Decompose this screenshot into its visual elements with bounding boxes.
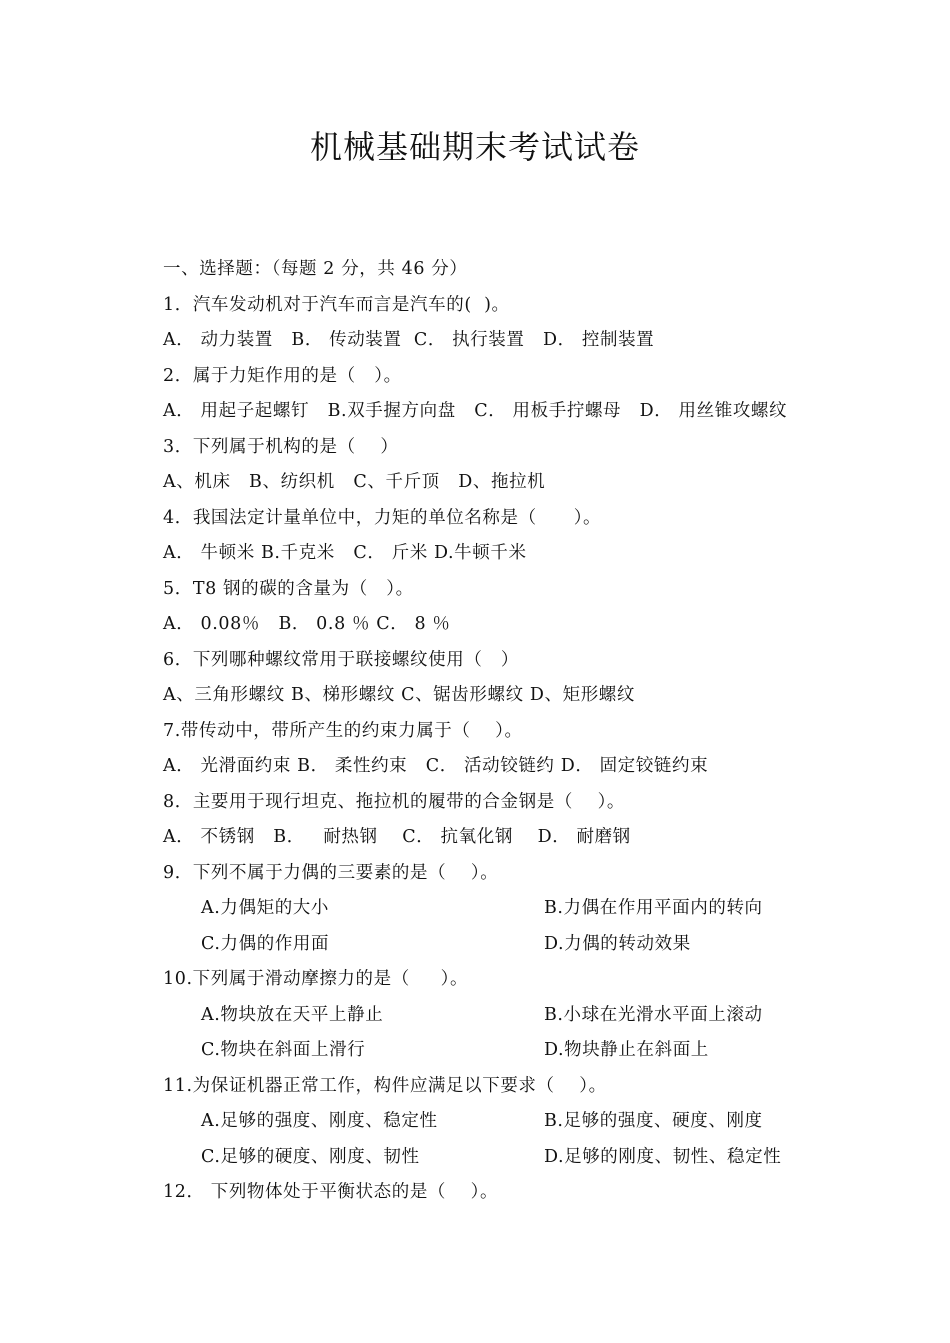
question-9-options-row-2 — [163, 927, 843, 963]
question-9-option-d: D.力偶的转动效果 — [543, 933, 691, 954]
question-10-option-c: C.物块在斜面上滑行 — [201, 1040, 366, 1060]
question-7-stem: 7.带传动中，带所产生的约束力属于（ ）。 — [163, 720, 523, 741]
question-11-option-b: B.足够的强度、硬度、刚度 — [543, 1111, 763, 1131]
question-6-stem: 6．下列哪种螺纹常用于联接螺纹使用（ ） — [163, 649, 520, 670]
question-9-option-b: B.力偶在作用平面内的转向 — [543, 898, 763, 918]
section-heading: 一、选择题：（每题 2 分，共 46 分） — [163, 259, 468, 279]
question-4-options: A． 牛顿米 B.千克米 C． 斤米 D.牛顿千米 — [163, 543, 527, 563]
question-9-options-row-1 — [163, 891, 843, 927]
question-9-option-a: A.力偶矩的大小 — [201, 898, 330, 918]
question-10-option-b: B.小球在光滑水平面上滚动 — [543, 1004, 763, 1025]
question-11-option-c: C.足够的硬度、刚度、韧性 — [201, 1146, 420, 1167]
question-7-options: A． 光滑面约束 B． 柔性约束 C． 活动铰链约 D． 固定铰链约束 — [163, 756, 709, 776]
question-12-stem: 12． 下列物体处于平衡状态的是（ ）。 — [163, 1182, 499, 1202]
question-10-options-row-2 — [163, 1033, 843, 1069]
question-10-stem: 10.下列属于滑动摩擦力的是（ ）。 — [163, 969, 469, 989]
question-4-stem: 4．我国法定计量单位中，力矩的单位名称是（ ）。 — [163, 507, 602, 528]
question-8-options: A． 不锈钢 B． 耐热钢 C． 抗氧化钢 D． 耐磨钢 — [163, 827, 631, 847]
question-11-option-a: A.足够的强度、刚度、稳定性 — [201, 1111, 438, 1131]
question-list — [163, 252, 843, 1211]
question-3-stem: 3．下列属于机构的是（ ） — [163, 436, 399, 457]
question-10-options-row-1 — [163, 998, 843, 1034]
question-1-stem: 1．汽车发动机对于汽车而言是汽车的( )。 — [163, 294, 510, 315]
question-11-stem: 11.为保证机器正常工作，构件应满足以下要求（ ）。 — [163, 1075, 607, 1096]
question-10-option-d: D.物块静止在斜面上 — [543, 1040, 709, 1060]
page-title: 机械基础期末考试试卷 — [309, 128, 640, 166]
question-8-stem: 8．主要用于现行坦克、拖拉机的履带的合金钢是（ ）。 — [163, 791, 626, 812]
question-11-option-d: D.足够的刚度、韧性、稳定性 — [543, 1146, 782, 1167]
question-5-stem: 5．T8 钢的碳的含量为（ ）。 — [163, 578, 414, 599]
question-5-options: A． 0.08％ B． 0.8 ％ C． 8 ％ — [163, 614, 451, 634]
question-9-stem: 9．下列不属于力偶的三要素的是（ ）。 — [163, 862, 499, 883]
question-11-options-row-1 — [163, 1104, 843, 1140]
question-3-options: A、机床 B、纺织机 C、千斤顶 D、拖拉机 — [163, 472, 546, 492]
question-9-option-c: C.力偶的作用面 — [201, 933, 330, 954]
question-6-options: A、三角形螺纹 B、梯形螺纹 C、锯齿形螺纹 D、矩形螺纹 — [163, 685, 636, 705]
question-2-stem: 2．属于力矩作用的是（ ）。 — [163, 365, 402, 386]
question-10-option-a: A.物块放在天平上静止 — [201, 1004, 384, 1025]
question-2-options: A． 用起子起螺钉 B.双手握方向盘 C． 用板手拧螺母 D． 用丝锥攻螺纹 — [163, 401, 788, 421]
question-11-options-row-2 — [163, 1140, 843, 1176]
question-1-options: A． 动力装置 B． 传动装置 C． 执行装置 D． 控制装置 — [163, 330, 655, 350]
